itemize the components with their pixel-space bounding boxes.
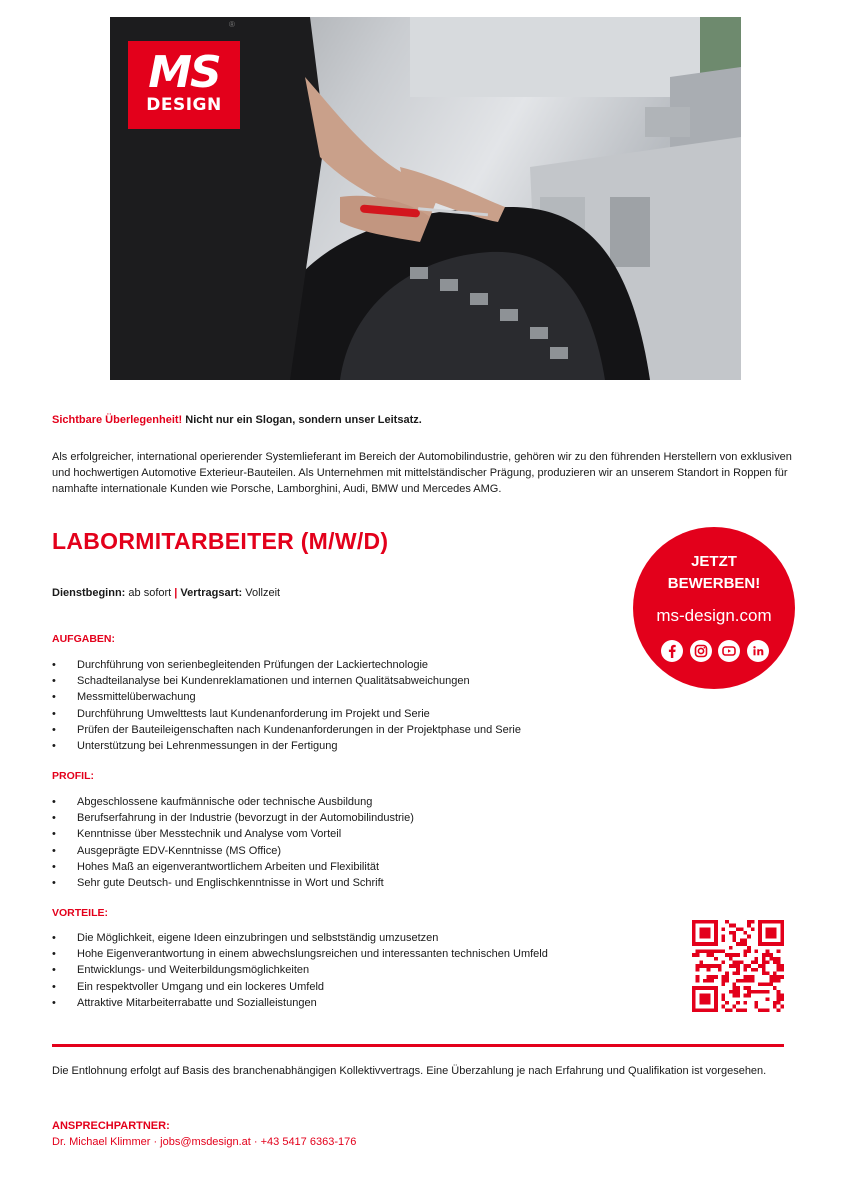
qr-code[interactable] [692, 920, 784, 1012]
registered-mark: ® [229, 20, 235, 29]
list-item: • Attraktive Mitarbeiterrabatte und Sozialleistungen [52, 995, 548, 1011]
logo-mark: MS [148, 47, 220, 98]
list-item: • Sehr gute Deutsch- und Englischkenntnisse in Wort und Schrift [52, 875, 414, 891]
apply-now-line1: JETZT [691, 553, 737, 570]
list-item: • Hohes Maß an eigenverantwortlichem Arbeiten und Flexibilität [52, 859, 414, 875]
section-heading-vorteile: VORTEILE: [52, 907, 109, 919]
list-item: • Unterstützung bei Lehrenmessungen in der Fertigung [52, 738, 521, 754]
contact-heading: ANSPRECHPARTNER: [52, 1120, 170, 1132]
contract-label: Vertragsart: [180, 587, 243, 599]
list-item: • Hohe Eigenverantwortung in einem abwechslungsreichen und interessanten technischen Umfeld [52, 946, 548, 962]
meta-separator: | [174, 587, 178, 599]
section-heading-aufgaben: AUFGABEN: [52, 633, 115, 645]
list-item: • Entwicklungs- und Weiterbildungsmöglichkeiten [52, 962, 548, 978]
profil-list [52, 794, 414, 891]
list-item: • Abgeschlossene kaufmännische oder technische Ausbildung [52, 794, 414, 810]
website-link[interactable]: ms-design.com [656, 606, 772, 625]
list-item: • Die Möglichkeit, eigene Ideen einzubringen und selbstständig umzusetzen [52, 930, 548, 946]
youtube-icon[interactable] [717, 639, 741, 663]
logo-wordmark: DESIGN [146, 95, 222, 115]
apply-now-text [633, 551, 795, 595]
list-item: • Messmittelüberwachung [52, 689, 521, 705]
slogan-highlight: Sichtbare Überlegenheit! [52, 414, 183, 426]
list-item: • Ausgeprägte EDV-Kenntnisse (MS Office) [52, 843, 414, 859]
section-heading-profil: PROFIL: [52, 770, 94, 782]
instagram-icon[interactable] [689, 639, 713, 663]
list-item: • Prüfen der Bauteileigenschaften nach Kundenanforderungen in der Projektphase und Serie [52, 722, 521, 738]
list-item: • Durchführung Umwelttests laut Kundenanforderung im Projekt und Serie [52, 706, 521, 722]
list-item: • Ein respektvoller Umgang und ein lockeres Umfeld [52, 979, 548, 995]
job-title: LABORMITARBEITER (M/W/D) [52, 528, 389, 554]
salary-note: Die Entlohnung erfolgt auf Basis des branchenabhängigen Kollektivvertrags. Eine Überzahlung je nach Erfahrung und Qualifikation ist vorgesehen. [52, 1065, 767, 1077]
slogan [52, 412, 422, 428]
vorteile-list [52, 930, 548, 1011]
linkedin-icon[interactable] [746, 639, 770, 663]
social-icons [660, 639, 770, 665]
aufgaben-list [52, 657, 521, 754]
apply-now-badge[interactable] [633, 527, 795, 689]
facebook-icon[interactable] [660, 639, 684, 663]
start-label: Dienstbeginn: [52, 587, 126, 599]
job-meta [52, 585, 280, 601]
list-item: • Durchführung von serienbegleitenden Prüfungen der Lackiertechnologie [52, 657, 521, 673]
list-item: • Berufserfahrung in der Industrie (bevorzugt in der Automobilindustrie) [52, 810, 414, 826]
slogan-text: Nicht nur ein Slogan, sondern unser Leitsatz. [185, 414, 422, 426]
contract-value: Vollzeit [245, 587, 281, 599]
list-item: • Schadteilanalyse bei Kundenreklamationen und internen Qualitätsabweichungen [52, 673, 521, 689]
list-item: • Kenntnisse über Messtechnik und Analyse vom Vorteil [52, 826, 414, 842]
start-value: ab sofort [128, 587, 172, 599]
apply-now-line2: BEWERBEN! [667, 575, 761, 592]
divider [52, 1044, 784, 1047]
company-intro: Als erfolgreicher, international operierender Systemlieferant im Bereich der Automobilindustrie, gehören wir zu den führenden Herstellern von exklusiven und hochwertigen Automotive Exterieur-Bauteilen. Als Unternehmen mit mittelständischer Prägung, produzieren wir an unserem Standort in Roppen für namhafte internationale Kunden wie Porsche, Lamborghini, Audi, BMW und Mercedes AMG. [52, 451, 792, 495]
brand-logo [128, 41, 240, 129]
contact-line: Dr. Michael Klimmer · jobs@msdesign.at · +43 5417 6363-176 [52, 1136, 357, 1148]
